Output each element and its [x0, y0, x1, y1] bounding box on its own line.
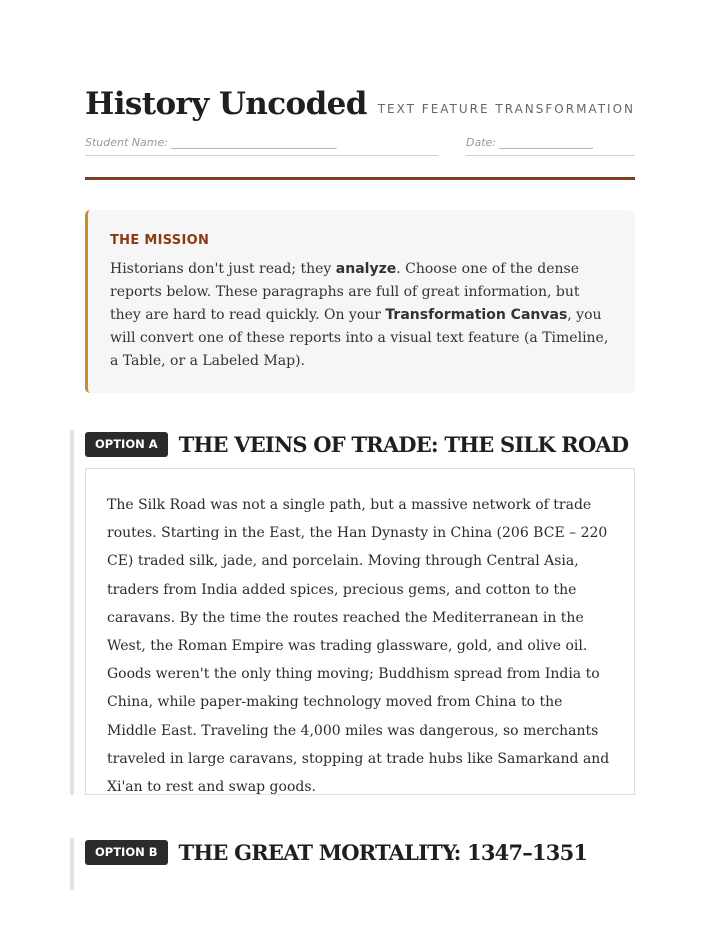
mission-bold-canvas: Transformation Canvas: [385, 307, 568, 323]
option-b-badge: OPTION B: [85, 840, 168, 865]
mission-text: [110, 258, 613, 373]
option-a-header: [85, 430, 628, 458]
option-b-section: [70, 838, 635, 890]
option-b-title: THE GREAT MORTALITY: 1347–1351: [178, 839, 588, 865]
mission-text-part: , you will convert one of these reports into a visual text feature (a Timeline, a Table, or a Labeled Map).: [110, 307, 609, 369]
worksheet-subtitle: TEXT FEATURE TRANSFORMATION: [377, 102, 635, 116]
option-a-title: THE VEINS OF TRADE: THE SILK ROAD: [178, 431, 629, 457]
date-field[interactable]: Date: _________________: [466, 133, 635, 156]
brand-title: History Uncoded: [85, 86, 367, 122]
option-a-badge: OPTION A: [85, 432, 168, 457]
mission-bold-analyze: analyze: [335, 261, 397, 277]
option-a-section: [70, 430, 635, 795]
student-name-field[interactable]: Student Name: ______________________________: [85, 133, 438, 156]
option-b-accent-bar: [70, 838, 74, 890]
option-a-report-text: The Silk Road was not a single path, but a massive network of trade routes. Starting in the East, the Han Dynasty in China (206 BCE – 220 CE) traded silk, jade, and porcelain. Moving through Central Asia, traders from India added spices, precious gems, and cotton to the caravans. By the time the routes reached the Mediterranean in the West, the Roman Empire was trading glassware, gold, and olive oil. Goods weren't the only thing moving; Buddhism spread from India to China, while paper-making technology moved from China to the Middle East. Traveling the 4,000 miles was dangerous, so merchants traveled in large caravans, stopping at trade hubs like Samarkand and Xi'an to rest and swap goods.: [85, 468, 635, 795]
option-b-header: [85, 838, 587, 866]
mission-text-part: Historians don't just read; they: [110, 261, 336, 277]
header-divider: [85, 177, 635, 180]
option-a-accent-bar: [70, 430, 74, 795]
mission-title: THE MISSION: [110, 233, 210, 248]
mission-text-part: . Choose one of the dense reports below. These paragraphs are full of great information, but they are hard to read quickly. On your: [110, 261, 580, 323]
mission-box: [85, 210, 635, 393]
